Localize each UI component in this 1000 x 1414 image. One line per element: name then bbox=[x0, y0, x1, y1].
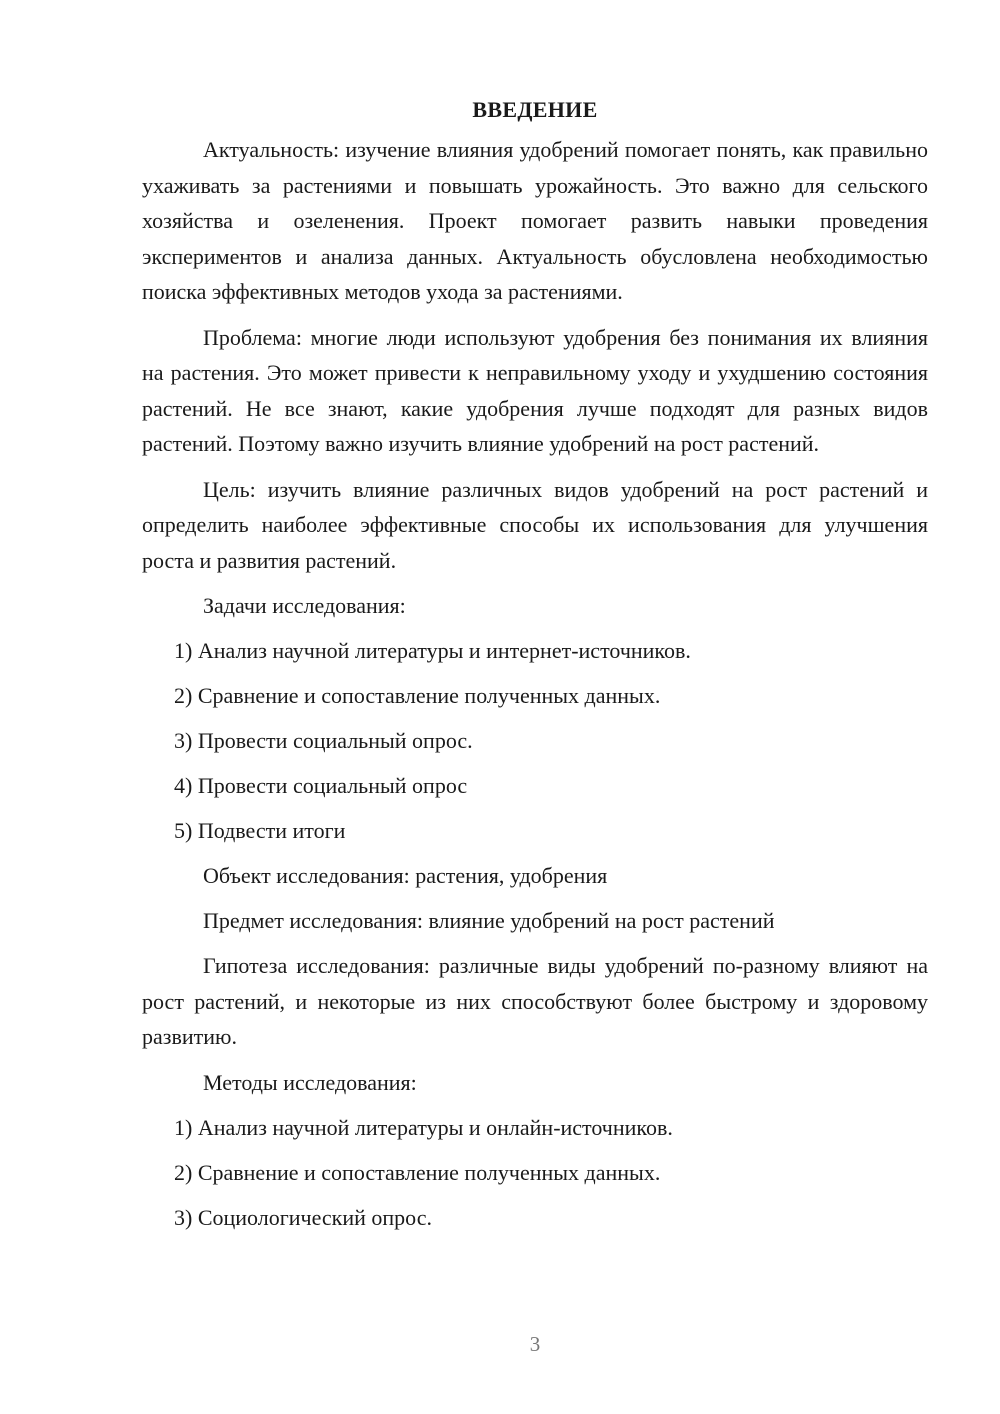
list-item: 3) Провести социальный опрос. bbox=[174, 728, 473, 753]
list-item: 5) Подвести итоги bbox=[174, 818, 346, 843]
list-item: 2) Сравнение и сопоставление полученных данных. bbox=[174, 683, 661, 708]
page-title: ВВЕДЕНИЕ bbox=[472, 97, 598, 122]
methods-heading: Методы исследования: bbox=[203, 1069, 417, 1095]
list-item: 1) Анализ научной литературы и интернет-источников. bbox=[174, 638, 691, 663]
page-number: 3 bbox=[529, 1332, 541, 1356]
hypothesis-paragraph: Гипотеза исследования: различные виды удобрений по-разному влияют на рост растений, и некоторые из них способствуют более быстрому и здоровому развитию. bbox=[142, 953, 928, 1049]
document-page bbox=[142, 92, 928, 1245]
relevance-paragraph: Актуальность: изучение влияния удобрений помогает понять, как правильно ухаживать за растениями и повышать урожайность. Это важно для сельского хозяйства и озеленения. Проект помогает развить навыки проведения экспериментов и анализа данных. Актуальность обусловлена необходимостью поиска эффективных методов ухода за растениями. bbox=[142, 137, 928, 304]
subject-line: Предмет исследования: влияние удобрений на рост растений bbox=[203, 908, 775, 933]
problem-paragraph: Проблема: многие люди используют удобрения без понимания их влияния на растения. Это может привести к неправильному уходу и ухудшению состояния растений. Не все знают, какие удобрения лучше подходят для разных видов растений. Поэтому важно изучить влияние удобрений на рост растений. bbox=[142, 324, 928, 456]
object-line: Объект исследования: растения, удобрения bbox=[203, 863, 608, 888]
tasks-list bbox=[142, 633, 928, 848]
list-item: 3) Социологический опрос. bbox=[174, 1204, 432, 1230]
tasks-heading: Задачи исследования: bbox=[203, 593, 406, 618]
list-item: 4) Провести социальный опрос bbox=[174, 773, 468, 798]
list-item: 1) Анализ научной литературы и онлайн-источников. bbox=[174, 1114, 673, 1140]
goal-paragraph: Цель: изучить влияние различных видов удобрений на рост растений и определить наиболее эффективные способы их использования для улучшения роста и развития растений. bbox=[142, 476, 928, 573]
list-item: 2) Сравнение и сопоставление полученных данных. bbox=[174, 1159, 661, 1185]
methods-list bbox=[142, 1110, 928, 1235]
